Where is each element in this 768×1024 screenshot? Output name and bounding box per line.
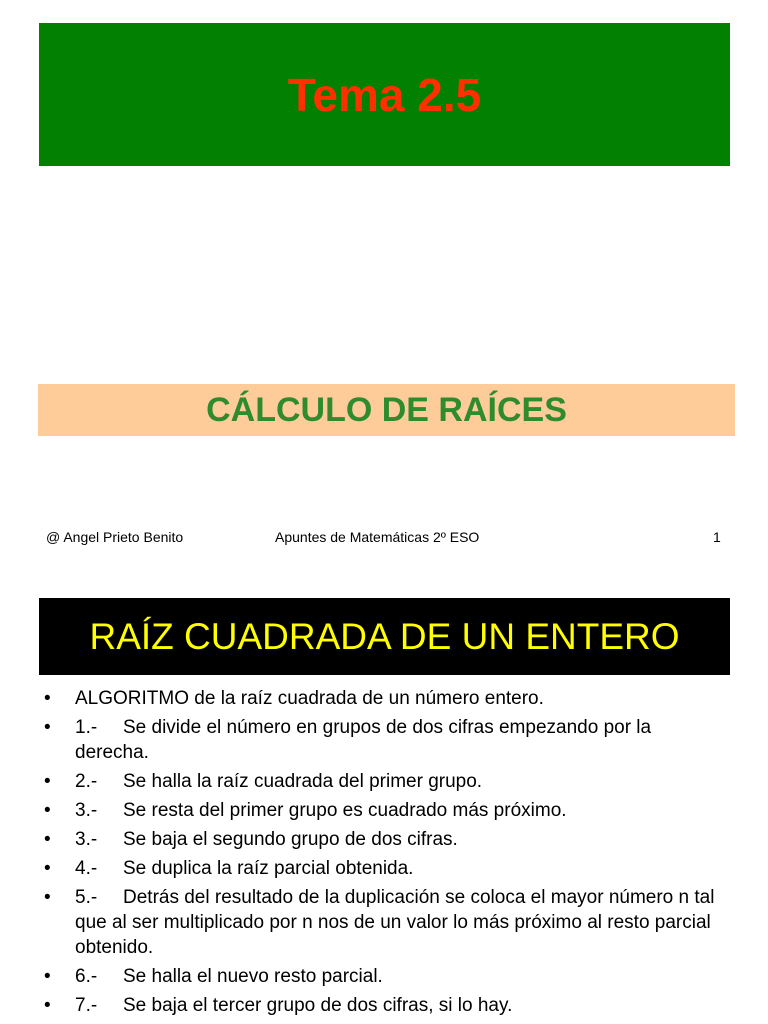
step-number: 2.- xyxy=(75,771,98,792)
list-item xyxy=(0,885,768,960)
slide-footer xyxy=(0,529,768,547)
section-title: RAÍZ CUADRADA DE UN ENTERO xyxy=(89,615,680,657)
slide-title: Tema 2.5 xyxy=(287,68,482,121)
list-item xyxy=(0,993,768,1018)
step-text: Detrás del resultado de la duplicación se coloca el mayor número n tal que al ser multiplicado por n nos de un valor lo más próximo al resto parcial obtenido. xyxy=(75,887,715,958)
step-number: 5.- xyxy=(75,887,98,908)
step-text: Se baja el segundo grupo de dos cifras. xyxy=(123,829,458,850)
step-number: 6.- xyxy=(75,966,98,987)
footer-author: @ Angel Prieto Benito xyxy=(46,529,184,545)
bullet-icon: • xyxy=(44,800,51,821)
step-text: Se resta del primer grupo es cuadrado más próximo. xyxy=(123,800,567,821)
algorithm-steps-list xyxy=(0,686,768,1022)
title-banner xyxy=(39,23,730,166)
step-text: Se halla la raíz cuadrada del primer grupo. xyxy=(123,771,483,792)
bullet-icon: • xyxy=(44,887,51,908)
bullet-icon: • xyxy=(44,688,51,709)
step-number: 3.- xyxy=(75,800,98,821)
list-item xyxy=(0,715,768,765)
footer-course: Apuntes de Matemáticas 2º ESO xyxy=(275,529,480,545)
list-item xyxy=(0,686,768,711)
bullet-icon: • xyxy=(44,858,51,879)
list-item xyxy=(0,827,768,852)
bullet-icon: • xyxy=(44,995,51,1016)
step-number: 4.- xyxy=(75,858,98,879)
list-item xyxy=(0,798,768,823)
list-item xyxy=(0,856,768,881)
step-number: 7.- xyxy=(75,995,98,1016)
footer-page-number: 1 xyxy=(713,529,721,545)
step-text: Se baja el tercer grupo de dos cifras, si lo hay. xyxy=(123,995,513,1016)
list-item xyxy=(0,964,768,989)
bullet-icon: • xyxy=(44,771,51,792)
bullet-icon: • xyxy=(44,966,51,987)
bullet-icon: • xyxy=(44,717,51,738)
step-text: Se divide el número en grupos de dos cifras empezando por la derecha. xyxy=(75,717,652,763)
list-item xyxy=(0,769,768,794)
step-text: Se halla el nuevo resto parcial. xyxy=(123,966,383,987)
slide-subtitle: CÁLCULO DE RAÍCES xyxy=(206,390,567,429)
subtitle-banner xyxy=(38,384,735,436)
step-number: 3.- xyxy=(75,829,98,850)
section-banner xyxy=(39,598,730,675)
step-text: ALGORITMO de la raíz cuadrada de un número entero. xyxy=(75,688,544,709)
bullet-icon: • xyxy=(44,829,51,850)
step-number: 1.- xyxy=(75,717,98,738)
step-text: Se duplica la raíz parcial obtenida. xyxy=(123,858,414,879)
